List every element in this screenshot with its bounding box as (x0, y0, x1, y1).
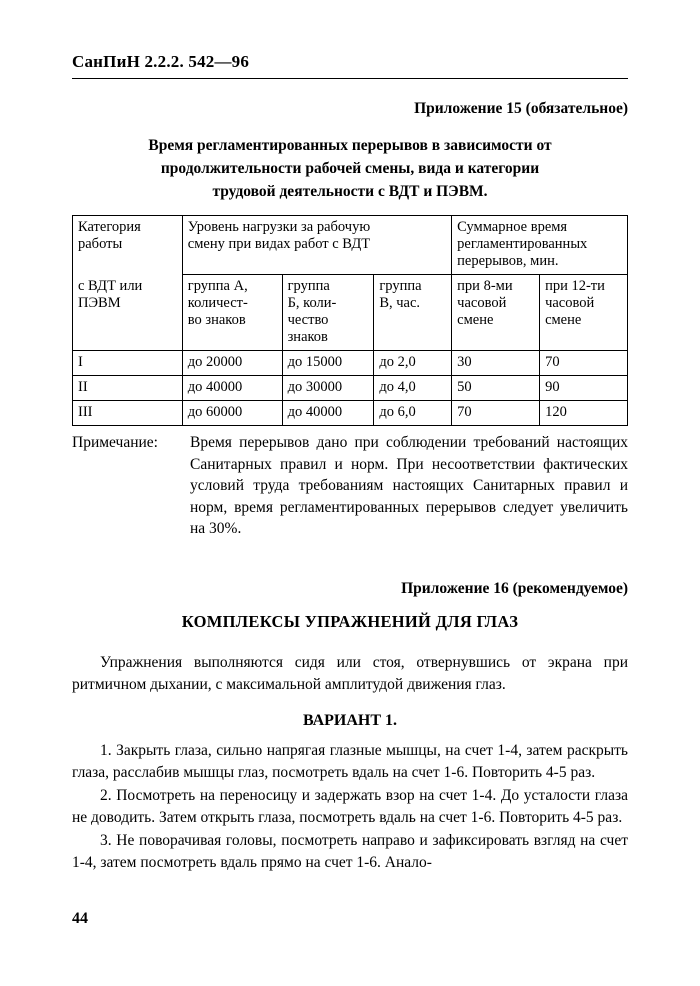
header-group-b-line4: знаков (287, 329, 328, 345)
header-group-a-line2: количест- (187, 295, 248, 311)
exercise-item: 1. Закрыть глаза, сильно напрягая глазные мышцы, на счет 1-4, затем раскрыть глаза, расслабив мышцы глаз, посмотреть вдаль на счет 1-6. Повторить 4-5 раз. (72, 742, 628, 781)
cell-group-b: до 30000 (282, 376, 374, 401)
exercise-list (72, 740, 628, 875)
header-cell-category-sub (73, 275, 183, 351)
appendix-16-intro (72, 652, 628, 695)
exercise-item: 2. Посмотреть на переносицу и задержать взор на счет 1-4. До усталости глаза не доводить. Затем открыть глаза, посмотреть вдаль на счет 1-6. Повторить 4-5 раз. (72, 787, 628, 826)
header-cell-group-b (282, 275, 374, 351)
header-total-line3: перерывов, мин. (457, 253, 559, 269)
cell-group-v: до 6,0 (374, 401, 452, 426)
cell-shift-8: 30 (452, 351, 540, 376)
header-category-line3: с ВДТ или (78, 277, 143, 294)
appendix-15-label: Приложение 15 (обязательное) (414, 100, 628, 117)
appendix-15-title-line3: трудовой деятельности с ВДТ и ПЭВМ. (212, 183, 488, 200)
cell-category: II (73, 376, 183, 401)
cell-shift-12: 70 (540, 351, 628, 376)
table-row (73, 351, 628, 376)
cell-group-a: до 40000 (182, 376, 282, 401)
header-group-v-line1: группа (379, 278, 422, 294)
header-cell-group-v (374, 275, 452, 351)
header-shift12-line2: часовой (545, 295, 595, 311)
header-category-line4: ПЭВМ (78, 294, 121, 311)
header-cell-category (73, 216, 183, 275)
header-group-b-line1: группа (287, 278, 330, 294)
table-row (73, 376, 628, 401)
header-load-line1: Уровень нагрузки за рабочую (187, 219, 371, 235)
cell-shift-12: 120 (540, 401, 628, 426)
cell-group-b: до 40000 (282, 401, 374, 426)
cell-category: III (73, 401, 183, 426)
appendix-15-title (72, 134, 628, 203)
document-code: СанПиН 2.2.2. 542—96 (72, 52, 250, 71)
cell-group-a: до 60000 (182, 401, 282, 426)
header-shift8-line2: часовой (457, 295, 507, 311)
header-shift8-line1: при 8-ми (457, 278, 513, 294)
cell-category: I (73, 351, 183, 376)
table-row (73, 401, 628, 426)
note-body: Время перерывов дано при соблюдении требований настоящих Санитарных правил и норм. При несоответствии фактических условий труда требованиям настоящих Санитарных правил и норм, время регламентированных перерывов следует увеличить на 30%. (190, 434, 628, 537)
header-group-a-line1: группа А, (187, 278, 248, 294)
cell-group-v: до 4,0 (374, 376, 452, 401)
cell-shift-8: 70 (452, 401, 540, 426)
cell-shift-12: 90 (540, 376, 628, 401)
header-group-b-line2: Б, коли- (287, 295, 337, 311)
table-head-row-2 (73, 275, 628, 351)
header-group-b-line3: чество (287, 312, 329, 328)
cell-group-v: до 2,0 (374, 351, 452, 376)
header-group-a-line3: во знаков (187, 312, 246, 328)
header-cell-shift-12 (540, 275, 628, 351)
header-shift8-line3: смене (457, 312, 494, 328)
header-total-line1: Суммарное время (457, 219, 568, 235)
cell-group-a: до 20000 (182, 351, 282, 376)
appendix-15-title-line2: продолжительности рабочей смены, вида и категории (160, 160, 540, 177)
header-cell-shift-8 (452, 275, 540, 351)
header-category-line1: Категория (78, 219, 141, 235)
intro-paragraph: Упражнения выполняются сидя или стоя, отвернувшись от экрана при ритмичном дыхании, с максимальной амплитудой движения глаз. (72, 654, 628, 693)
header-category-line2: работы (78, 236, 123, 252)
header-cell-group-a (182, 275, 282, 351)
note-label: Примечание: (72, 434, 158, 451)
appendix-16-label: Приложение 16 (рекомендуемое) (401, 580, 628, 597)
header-cell-total-time (452, 216, 628, 275)
work-breaks-table (72, 215, 628, 426)
appendix-16-title: КОМПЛЕКСЫ УПРАЖНЕНИЙ ДЛЯ ГЛАЗ (181, 612, 519, 631)
cell-shift-8: 50 (452, 376, 540, 401)
page-header (72, 52, 628, 79)
table-note (72, 432, 628, 540)
exercise-item: 3. Не поворачивая головы, посмотреть направо и зафиксировать взгляд на счет 1-4, затем посмотреть вдаль прямо на счет 1-6. Анало- (72, 832, 628, 871)
header-shift12-line3: смене (545, 312, 582, 328)
header-shift12-line1: при 12-ти (545, 278, 605, 294)
cell-group-b: до 15000 (282, 351, 374, 376)
header-load-line2: смену при видах работ с ВДТ (187, 236, 371, 252)
header-cell-load-group (182, 216, 451, 275)
page-number: 44 (72, 910, 88, 927)
header-total-line2: регламентированных (457, 236, 588, 252)
appendix-15-title-line1: Время регламентированных перерывов в зависимости от (148, 137, 552, 154)
variant-heading: ВАРИАНТ 1. (302, 712, 398, 729)
header-group-v-line2: В, час. (379, 295, 421, 311)
header-divider (72, 78, 628, 79)
table-head-row-1 (73, 216, 628, 275)
